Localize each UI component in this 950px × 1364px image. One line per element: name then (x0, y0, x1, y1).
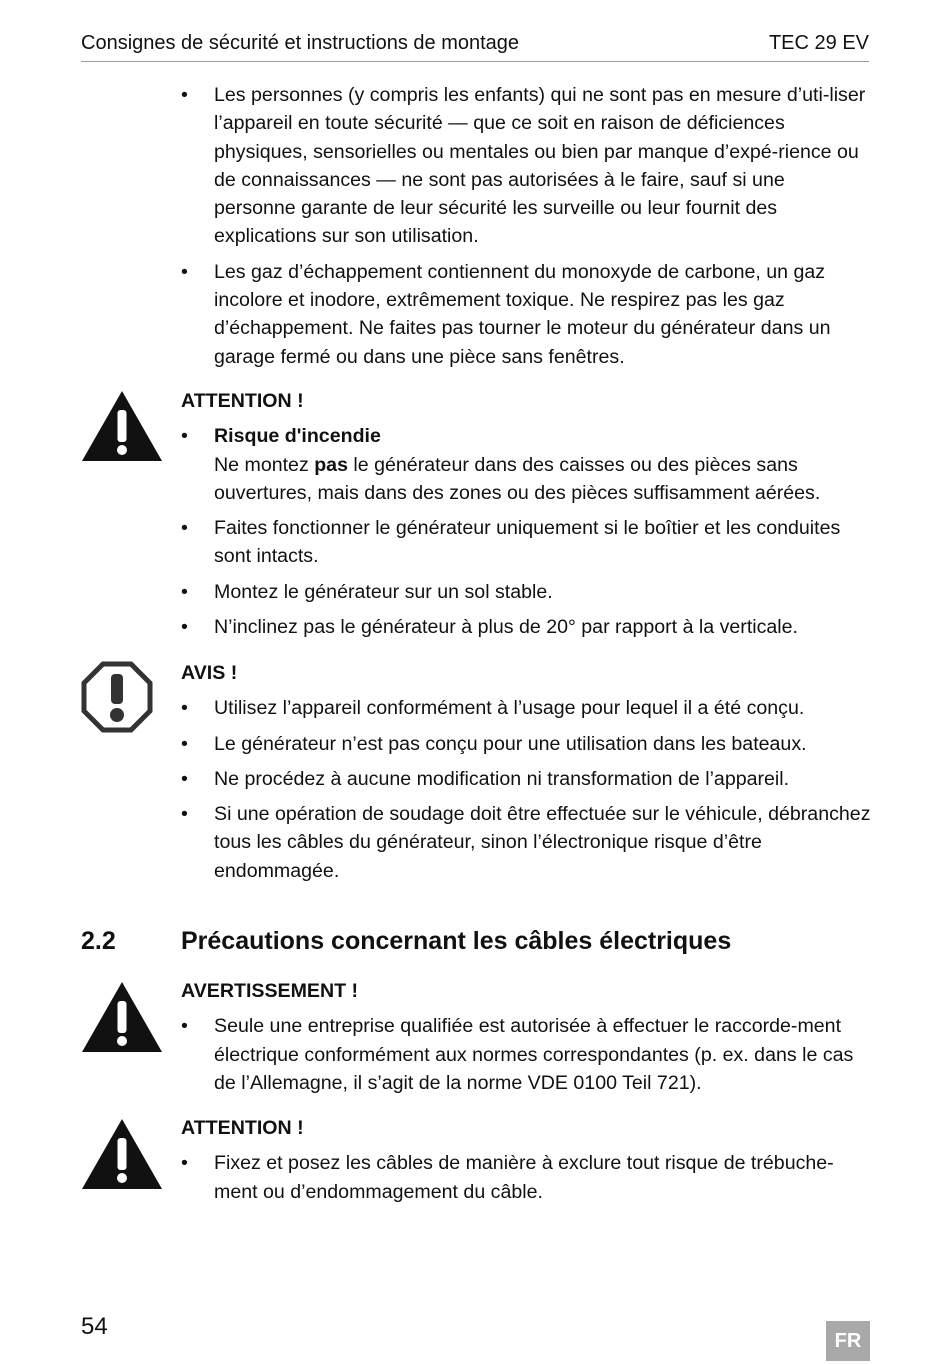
warning-triangle-icon (81, 1118, 163, 1190)
header-model: TEC 29 EV (768, 32, 869, 54)
item-heading: Risque d'incendie (214, 425, 381, 448)
header-title: Consignes de sécurité et instructions de montage (81, 32, 520, 54)
list-item: • Si une opération de soudage doit être effectuée sur le véhicule, débranchez tous les câbles du générateur, sinon l’électronique risque d’être endommagée. (181, 803, 871, 882)
list-item: • Faites fonctionner le générateur uniquement si le boîtier et les conduites sont intacts. (181, 517, 841, 568)
list-item: • Seule une entreprise qualifiée est autorisée à effectuer le raccorde-ment électrique conformément aux normes correspondantes (p. ex. dans le cas de l’Allemagne, il s’agit de la norme VDE 0100 Teil 721). (181, 1015, 854, 1094)
page-number: 54 (81, 1313, 108, 1340)
list-item: • Le générateur n’est pas conçu pour une utilisation dans les bateaux. (181, 732, 807, 755)
section-number: 2.2 (81, 927, 116, 955)
notice-block (181, 659, 871, 885)
notice-octagon-icon (81, 661, 153, 733)
language-badge: FR (826, 1321, 870, 1361)
list-item: • Fixez et posez les câbles de manière à exclure tout risque de trébuche-ment ou d’endommagement du câble. (181, 1152, 834, 1203)
list-item: • Montez le générateur sur un sol stable. (181, 580, 553, 603)
attention-block (181, 1114, 871, 1206)
list-item: • Risque d'incendie Ne montez pas le générateur dans des caisses ou des pièces sans ouvertures, mais dans des zones ou des pièces suffisamment aérées. (181, 425, 821, 504)
list-item: • Les personnes (y compris les enfants) qui ne sont pas en mesure d’uti-liser l’appareil en toute sécurité — que ce soit en raison de déficiences physiques, sensorielles ou mentales ou bien par manque d’expé-rience ou de connaissances — ne sont pas autorisées à le faire, sauf si une personne garante de leur sécurité les surveille ou leur fournit des explications sur son utilisation. (181, 84, 866, 248)
warning-triangle-icon (81, 981, 163, 1053)
list-item: • Les gaz d’échappement contiennent du monoxyde de carbone, un gaz incolore et inodore, extrêmement toxique. Ne respirez pas les gaz d’échappement. Ne faites pas tourner le moteur du générateur dans un garage fermé ou dans une pièce sans fenêtres. (181, 260, 831, 368)
warning-block (181, 977, 871, 1097)
attention-block (181, 387, 871, 641)
list-item: • Utilisez l’appareil conformément à l’usage pour lequel il a été conçu. (181, 697, 805, 720)
signal-word: AVERTISSEMENT ! (181, 980, 359, 1002)
section-title: Précautions concernant les câbles électriques (181, 927, 732, 955)
page-header (81, 30, 869, 62)
list-item: • N’inclinez pas le générateur à plus de 20° par rapport à la verticale. (181, 616, 799, 639)
signal-word: ATTENTION ! (181, 390, 304, 412)
warning-triangle-icon (81, 390, 163, 462)
intro-section (181, 81, 871, 371)
signal-word: AVIS ! (181, 662, 238, 684)
list-item: • Ne procédez à aucune modification ni transformation de l’appareil. (181, 767, 790, 790)
signal-word: ATTENTION ! (181, 1117, 304, 1139)
